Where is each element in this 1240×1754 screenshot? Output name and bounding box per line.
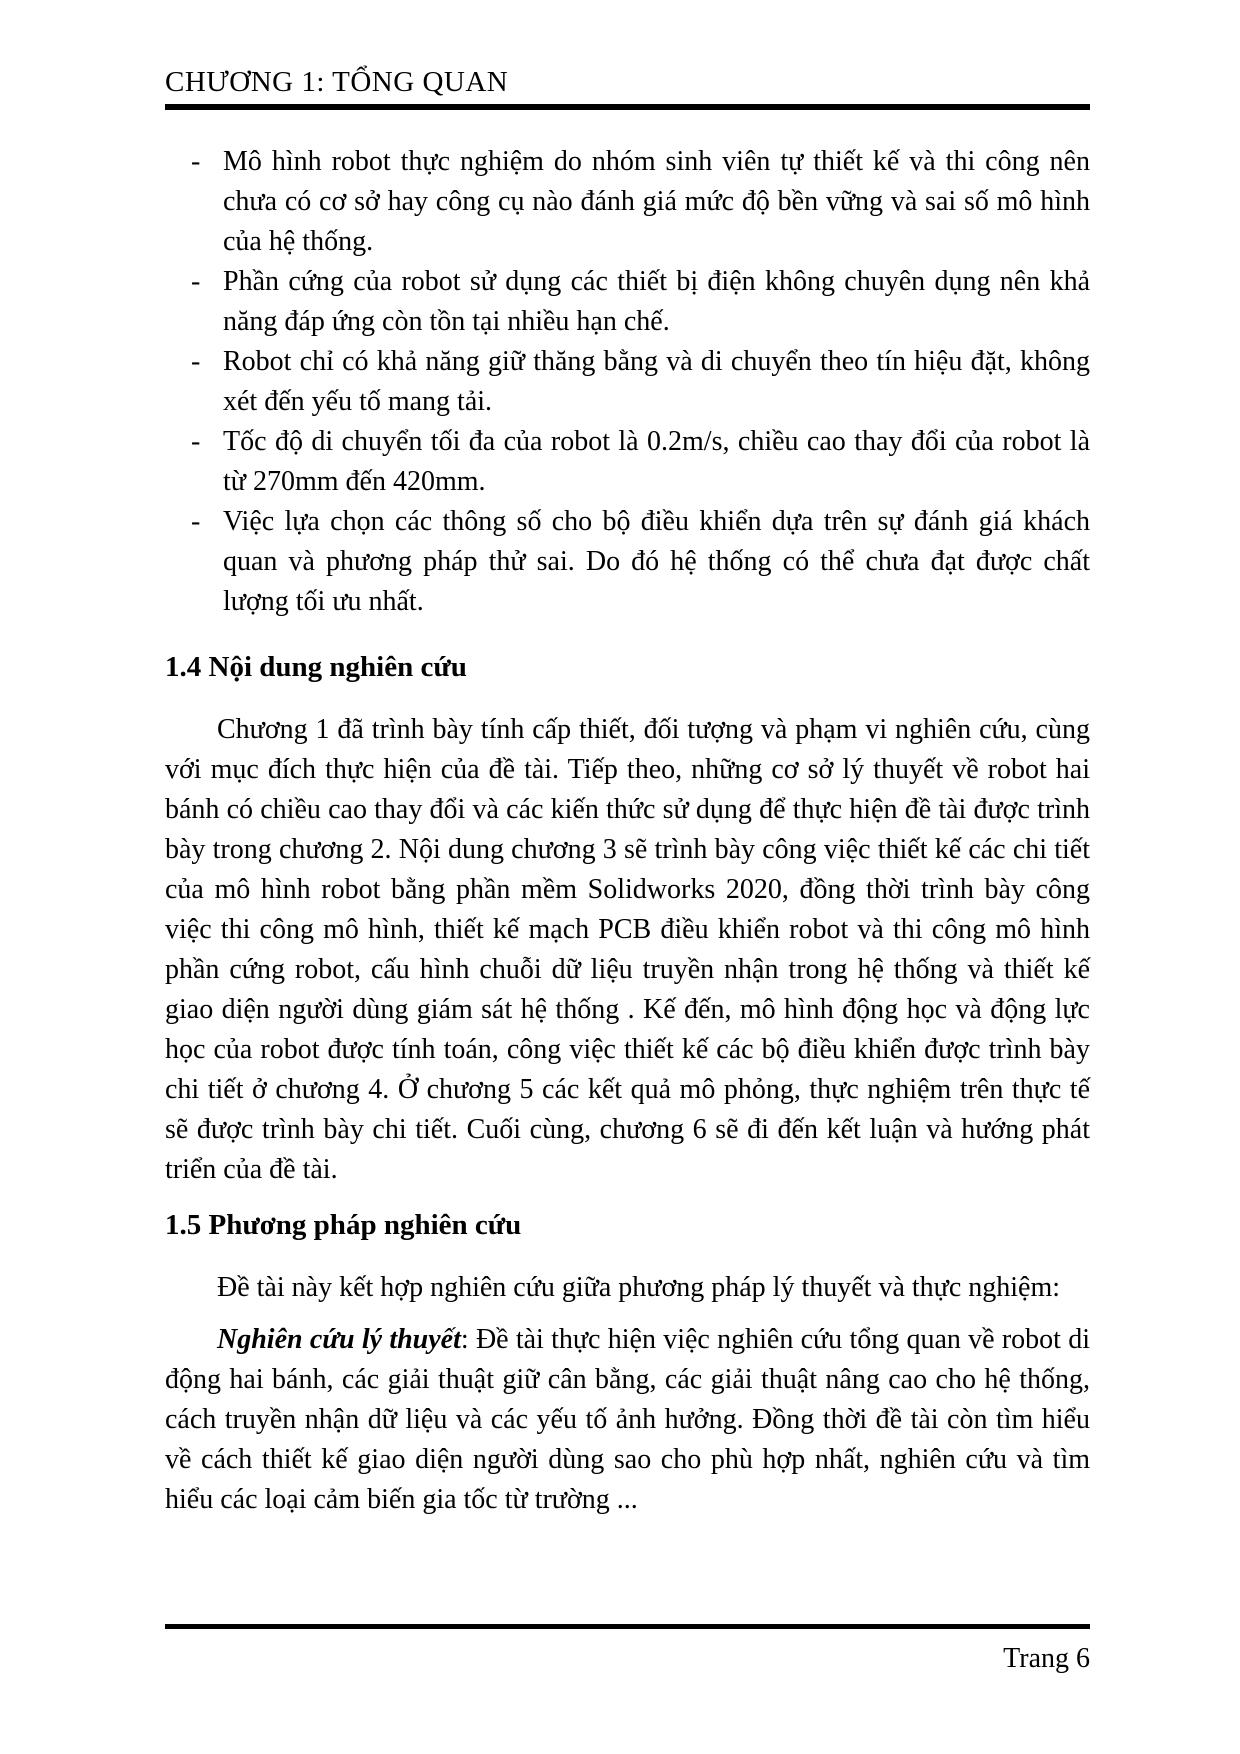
list-item: [165, 142, 1090, 262]
dash-bullet: -: [191, 346, 201, 377]
section-1-5-intro: Đề tài này kết hợp nghiên cứu giữa phương pháp lý thuyết và thực nghiệm:: [217, 1272, 1061, 1303]
page-footer: [165, 1624, 1090, 1675]
section-heading-1-4: 1.4 Nội dung nghiên cứu: [165, 651, 467, 683]
list-item-text: Mô hình robot thực nghiệm do nhóm sinh viên tự thiết kế và thi công nên chưa có cơ sở hay công cụ nào đánh giá mức độ bền vững và sai số mô hình của hệ thống.: [223, 146, 1090, 257]
list-item: [165, 422, 1090, 502]
list-item: [165, 502, 1090, 622]
footer-rule: [165, 1624, 1090, 1629]
header-rule: [165, 104, 1090, 110]
dash-bullet: -: [191, 146, 201, 177]
dash-bullet: -: [191, 266, 201, 297]
list-item-text: Robot chỉ có khả năng giữ thăng bằng và di chuyển theo tín hiệu đặt, không xét đến yếu tố mang tải.: [223, 346, 1090, 417]
dash-bullet: -: [191, 426, 201, 457]
page-body: [165, 142, 1090, 1520]
limitations-list: [165, 142, 1090, 622]
section-heading-1-5: 1.5 Phương pháp nghiên cứu: [165, 1209, 522, 1241]
list-item: [165, 262, 1090, 342]
list-item-text: Việc lựa chọn các thông số cho bộ điều khiển dựa trên sự đánh giá khách quan và phương pháp thử sai. Do đó hệ thống có thể chưa đạt được chất lượng tối ưu nhất.: [223, 506, 1090, 617]
list-item-text: Tốc độ di chuyển tối đa của robot là 0.2m/s, chiều cao thay đổi của robot là từ 270mm đến 420mm.: [223, 426, 1090, 497]
dash-bullet: -: [191, 506, 201, 537]
list-item-text: Phần cứng của robot sử dụng các thiết bị điện không chuyên dụng nên khả năng đáp ứng còn tồn tại nhiều hạn chế.: [223, 266, 1090, 337]
method-lead-text: Nghiên cứu lý thuyết: [217, 1324, 461, 1355]
page-number: Trang 6: [1003, 1643, 1090, 1674]
section-1-5-method-paragraph: [165, 1320, 1090, 1520]
section-1-4-paragraph: Chương 1 đã trình bày tính cấp thiết, đối tượng và phạm vi nghiên cứu, cùng với mục đích thực hiện của đề tài. Tiếp theo, những cơ sở lý thuyết về robot hai bánh có chiều cao thay đổi và các kiến thức sử dụng để thực hiện đề tài được trình bày trong chương 2. Nội dung chương 3 sẽ trình bày công việc thiết kế các chi tiết của mô hình robot bằng phần mềm Solidworks 2020, đồng thời trình bày công việc thi công mô hình, thiết kế mạch PCB điều khiển robot và thi công mô hình phần cứng robot, cấu hình chuỗi dữ liệu truyền nhận trong hệ thống và thiết kế giao diện người dùng giám sát hệ thống . Kế đến, mô hình động học và động lực học của robot được tính toán, công việc thiết kế các bộ điều khiển được trình bày chi tiết ở chương 4. Ở chương 5 các kết quả mô phỏng, thực nghiệm trên thực tế sẽ được trình bày chi tiết. Cuối cùng, chương 6 sẽ đi đến kết luận và hướng phát triển của đề tài.: [165, 714, 1090, 1185]
chapter-title: CHƯƠNG 1: TỔNG QUAN: [165, 66, 509, 98]
list-item: [165, 342, 1090, 422]
method-rest-text: : Đề tài thực hiện việc nghiên cứu tổng quan về robot di động hai bánh, các giải thuật giữ cân bằng, các giải thuật nâng cao cho hệ thống, cách truyền nhận dữ liệu và các yếu tố ảnh hưởng. Đồng thời đề tài còn tìm hiểu về cách thiết kế giao diện người dùng sao cho phù hợp nhất, nghiên cứu và tìm hiểu các loại cảm biến gia tốc từ trường ...: [165, 1324, 1090, 1515]
page-header: [165, 66, 1090, 110]
